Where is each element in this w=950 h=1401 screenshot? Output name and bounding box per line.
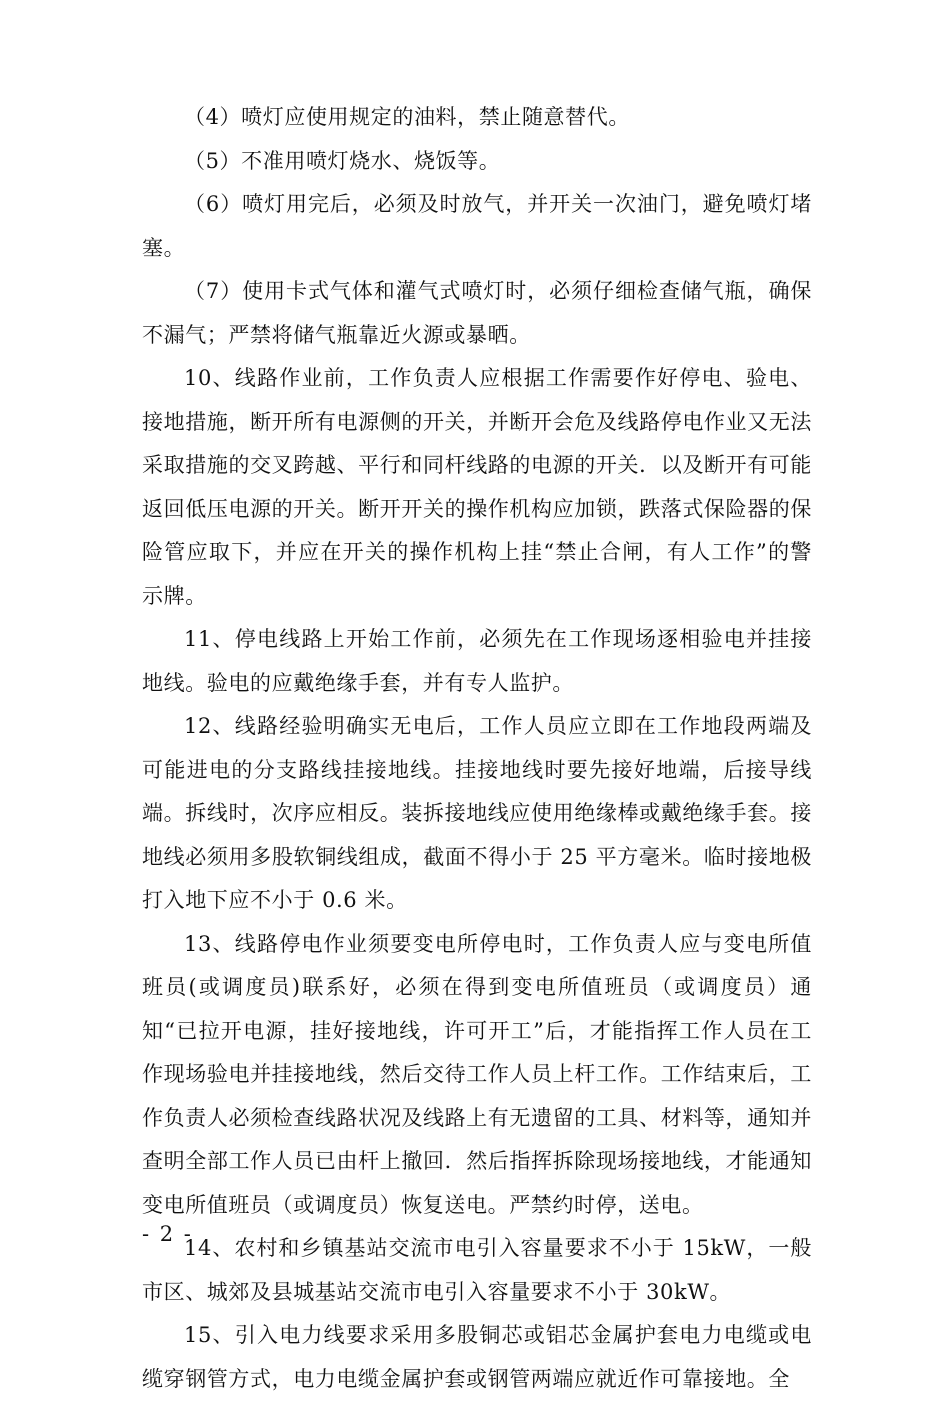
paragraph-clause-15: 15、引入电力线要求采用多股铜芯或铝芯金属护套电力电缆或电缆穿钢管方式，电力电缆金属护套或钢管两端应就近作可靠接地。全 — [142, 1323, 812, 1391]
paragraph-item-7: （7）使用卡式气体和灌气式喷灯时，必须仔细检查储气瓶，确保不漏气；严禁将储气瓶靠近火源或暴晒。 — [142, 279, 812, 347]
paragraph-item-4: （4）喷灯应使用规定的油料，禁止随意替代。 — [184, 105, 630, 129]
paragraph-clause-12: 12、线路经验明确实无电后，工作人员应立即在工作地段两端及可能进电的分支路线挂接地线。挂接地线时要先接好地端，后接导线端。拆线时，次序应相反。装拆接地线应使用绝缘棒或戴绝缘手套。接地线必须用多股软铜线组成，截面不得小于 25 平方毫米。临时接地极打入地下应不小于 0.6 米。 — [142, 714, 812, 912]
page-number: - 2 - — [142, 1222, 193, 1246]
paragraph-item-6: （6）喷灯用完后，必须及时放气，并开关一次油门，避免喷灯堵塞。 — [142, 192, 812, 260]
paragraph-clause-10: 10、线路作业前，工作负责人应根据工作需要作好停电、验电、接地措施，断开所有电源侧的开关，并断开会危及线路停电作业又无法采取措施的交叉跨越、平行和同杆线路的电源的开关．以及断开有可能返回低压电源的开关。断开开关的操作机构应加锁，跌落式保险器的保险管应取下，并应在开关的操作机构上挂“禁止合闸，有人工作”的警示牌。 — [142, 366, 812, 608]
paragraph-item-5: （5）不准用喷灯烧水、烧饭等。 — [184, 148, 501, 173]
paragraph-clause-13: 13、线路停电作业须要变电所停电时，工作负责人应与变电所值班员(或调度员)联系好，必须在得到变电所值班员（或调度员）通知“已拉开电源，挂好接地线，许可开工”后，才能指挥工作人员在工作现场验电并挂接地线，然后交待工作人员上杆工作。工作结束后，工作负责人必须检查线路状况及线路上有无遗留的工具、材料等，通知并查明全部工作人员已由杆上撤回．然后指挥拆除现场接地线，才能通知变电所值班员（或调度员）恢复送电。严禁约时停，送电。 — [142, 931, 812, 1217]
paragraph-clause-11: 11、停电线路上开始工作前，必须先在工作现场逐相验电并挂接地线。验电的应戴绝缘手套，并有专人监护。 — [142, 627, 812, 695]
paragraph-clause-14: 14、农村和乡镇基站交流市电引入容量要求不小于 15kW，一般市区、城郊及县城基站交流市电引入容量要求不小于 30kW。 — [142, 1236, 812, 1304]
document-body — [142, 96, 812, 1401]
